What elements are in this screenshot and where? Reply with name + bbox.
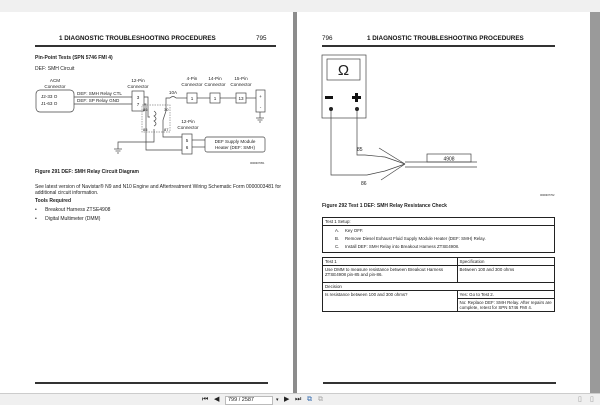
- conn12-pin: 7: [136, 102, 140, 107]
- tool-label: Digital Multimeter (DMM): [45, 216, 101, 222]
- conn14-pin: 1: [213, 96, 217, 101]
- navigation-toolbar: [0, 393, 600, 405]
- first-page-icon[interactable]: ⏮: [202, 396, 209, 403]
- decision-no: No: Replace DEF: SMH Relay. After repairs are complete, retest for SPN 5746 FMI 4.: [457, 299, 554, 312]
- page-number: 795: [256, 35, 267, 42]
- relay-pin-85: 85: [143, 127, 148, 132]
- figure-stamp: 0000307762: [540, 194, 555, 197]
- conn14-label-2: Connector: [204, 82, 226, 87]
- circuit-name: DEF: SMH Circuit: [35, 66, 75, 72]
- page-number: 796: [322, 35, 333, 42]
- header-title: 1 DIAGNOSTIC TROUBLESHOOTING PROCEDURES: [59, 35, 216, 42]
- conn15-label-2: Connector: [230, 82, 252, 87]
- relay-coil: [154, 111, 156, 126]
- lead-85-label: 85: [357, 147, 363, 153]
- page-795: [0, 12, 293, 393]
- conn12b-pin: 5: [185, 138, 189, 143]
- fuse: [170, 97, 176, 99]
- setup-step: A. Key OFF.: [335, 228, 364, 233]
- next-page-icon[interactable]: ▶: [284, 396, 290, 403]
- setup-steps: [323, 226, 555, 253]
- pin-j1-63: J1-63 O: [41, 101, 58, 106]
- relay-pin-86: 86: [143, 107, 148, 112]
- probe-85: [365, 155, 405, 164]
- wire-label-ctl: DEF: SMH Relay CTL: [77, 91, 122, 96]
- page-dropdown-icon[interactable]: ▾: [276, 397, 279, 403]
- lead-86-label: 86: [361, 181, 367, 187]
- conn12b-label-2: Connector: [177, 125, 199, 130]
- plus-icon: [352, 93, 361, 102]
- tool-item: • Digital Multimeter (DMM): [35, 216, 101, 222]
- footer-rule: [323, 382, 556, 384]
- relay-pin-30: 30: [164, 107, 169, 112]
- footer-rule: [35, 382, 268, 384]
- module-label-2: Heater (DEF: SMH): [214, 145, 256, 150]
- last-page-icon[interactable]: ⏭: [295, 396, 302, 403]
- paste-view-icon[interactable]: ⧉: [318, 396, 323, 403]
- figure-caption: Figure 291 DEF: SMH Relay Circuit Diagram: [35, 169, 139, 175]
- paragraph-2: additional circuit information.: [35, 190, 99, 196]
- tool-item: • Breakout Harness ZTSE4908: [35, 207, 111, 213]
- conn4-label-2: Connector: [181, 82, 203, 87]
- ohm-icon: Ω: [337, 62, 350, 79]
- negative-jack: [329, 107, 333, 111]
- vertical-scrollbar[interactable]: [590, 12, 600, 393]
- test-spec: Between 100 and 300 ohms: [457, 266, 554, 283]
- test-table: [322, 257, 555, 312]
- relay-pin-87: 87: [164, 127, 169, 132]
- test-header: Test 1: [323, 258, 458, 266]
- decision-header: Decision: [323, 283, 555, 291]
- conn14-label: 14-Pin: [208, 76, 222, 81]
- conn4-pin: 1: [190, 96, 194, 101]
- setup-step: C. Install DEF: SMH Relay into Breakout Harness ZTSE4908.: [335, 244, 460, 249]
- pin-j2-33: J2-33 O: [41, 94, 58, 99]
- figure-stamp: 0000307051: [250, 162, 265, 165]
- header-title: 1 DIAGNOSTIC TROUBLESHOOTING PROCEDURES: [367, 35, 524, 42]
- decision-yes: Yes: Go to Test 2.: [457, 291, 554, 299]
- decision-question: Is resistance between 100 and 300 ohms?: [323, 291, 458, 312]
- conn12b-label: 12-Pin: [181, 119, 195, 124]
- minus-icon: [325, 96, 333, 99]
- page-number-input[interactable]: 799 / 2587: [225, 396, 273, 405]
- acm-label-2: Connector: [44, 84, 66, 89]
- wire-label-gnd: DEF: SP Relay GND: [77, 98, 120, 103]
- conn15-pin: 13: [238, 96, 244, 101]
- paragraph: See latest version of Navistar® N9 and N10 Engine and Aftertreatment Wiring Schematic Form 0000003481 for: [35, 184, 282, 190]
- battery-plus: +: [259, 94, 262, 99]
- spec-header: Specification: [457, 258, 554, 266]
- conn4-label: 4-Pin: [186, 76, 198, 81]
- positive-jack: [355, 107, 359, 111]
- single-page-icon[interactable]: ▯: [578, 396, 582, 403]
- setup-title: Test 1 Setup:: [323, 218, 555, 226]
- top-bar: [0, 0, 600, 12]
- tools-heading: Tools Required: [35, 198, 72, 204]
- module-label: DEF Supply Module: [214, 139, 256, 144]
- acm-label: ACM: [49, 78, 61, 83]
- conn12-pin: 3: [136, 95, 140, 100]
- conn12-label-2: Connector: [127, 84, 149, 89]
- conn12-label: 12-Pin: [131, 78, 145, 83]
- page-796: [297, 12, 590, 393]
- test-instruction: Use DMM to measure resistance between Breakout Harness ZTSE4908 pin-85 and pin-86.: [323, 266, 458, 283]
- section-title: Pin-Point Tests (SPN 5746 FMI 4): [35, 55, 113, 61]
- battery-minus: -: [259, 105, 262, 110]
- previous-page-icon[interactable]: ◀: [214, 396, 220, 403]
- probe-86: [367, 164, 405, 175]
- figure-caption: Figure 292 Test 1 DEF: SMH Relay Resistance Check: [322, 203, 447, 209]
- fuse-label: 10A: [168, 90, 178, 95]
- setup-table: [322, 217, 555, 253]
- double-page-icon[interactable]: ▯: [590, 396, 594, 403]
- conn12b-pin: 6: [185, 145, 189, 150]
- setup-step: B. Remove Diesel Exhaust Fluid Supply Module Heater (DEF: SMH) Relay.: [335, 236, 486, 241]
- tool-label: Breakout Harness ZTSE4908: [45, 207, 111, 213]
- copy-view-icon[interactable]: ⧉: [307, 396, 312, 403]
- conn15-label: 15-Pin: [234, 76, 248, 81]
- harness-tag-label: 4908: [443, 156, 455, 163]
